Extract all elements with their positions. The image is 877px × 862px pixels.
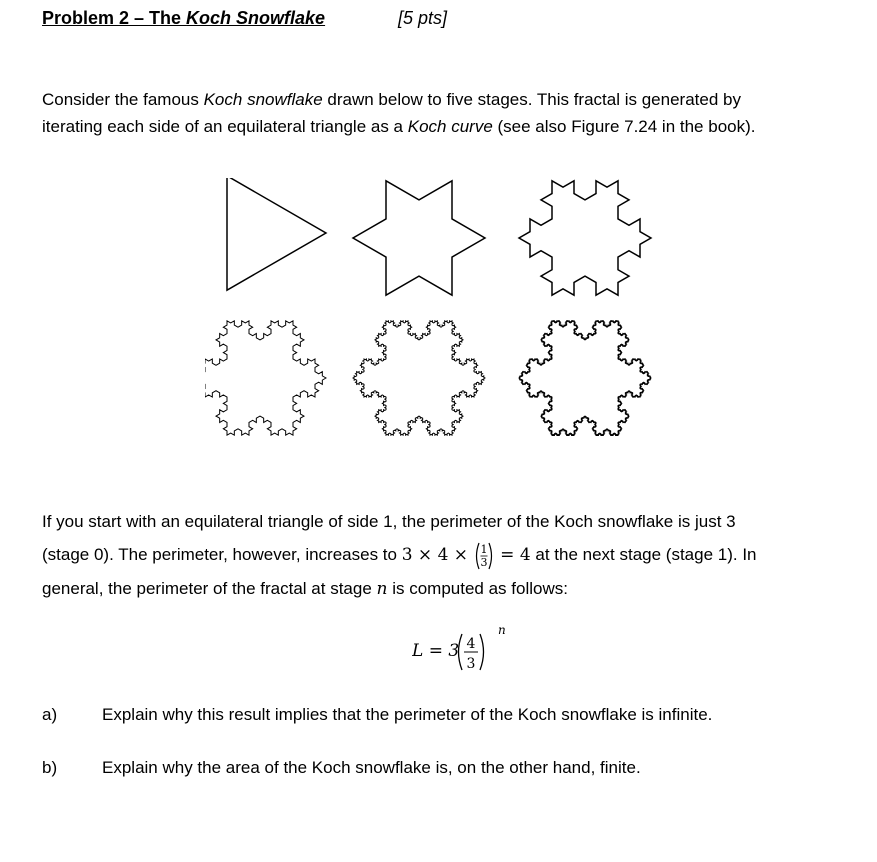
koch-stage-1 [353,181,485,295]
inline-fraction-numerator: 1 [480,542,488,556]
question-text: Explain why this result implies that the perimeter of the Koch snowflake is infinite. [102,705,713,724]
koch-snowflake-figure [205,178,675,448]
perimeter-paragraph [42,505,842,606]
intro-text: Consider the famous [42,90,204,109]
koch-stage-0 [227,178,326,290]
formula-denominator: 3 [466,656,476,672]
problem-title-prefix: Problem 2 – The [42,8,187,28]
intro-text: iterating each side of an equilateral triangle as a [42,117,408,136]
perimeter-text: general, the perimeter of the fractal at stage [42,579,377,598]
variable-n: n [376,579,388,599]
intro-emphasis: Koch snowflake [203,90,323,109]
perimeter-line-3 [42,572,842,606]
question-a [42,705,712,725]
formula-numerator: 4 [466,636,476,652]
perimeter-text: is computed as follows: [387,579,568,598]
question-text: Explain why the area of the Koch snowflake is, on the other hand, finite. [102,758,641,777]
formula-exponent: n [498,623,506,637]
problem-title [42,8,325,28]
intro-line-2 [42,113,842,140]
question-label: a) [42,705,58,724]
points-label: [5 pts] [398,8,448,28]
inline-fraction [473,541,495,571]
perimeter-line-2 [42,538,842,572]
koch-stage-3 [205,321,326,435]
koch-stage-2 [519,181,651,295]
perimeter-text: (stage 0). The perimeter, however, increases to [42,545,402,564]
intro-paragraph [42,86,842,140]
inline-fraction-denominator: 3 [480,555,488,569]
inline-math-result: = 4 [494,545,531,565]
perimeter-line-1: If you start with an equilateral triangle of side 1, the perimeter of the Koch snowflake is just 3 [42,512,736,531]
formula-lhs: L = 3 [412,641,460,661]
intro-text: drawn below to five stages. This fractal is generated by [322,90,741,109]
koch-stage-5 [519,321,651,435]
inline-math: 3 × 4 × [401,545,469,565]
problem-header [42,8,448,29]
perimeter-text: at the next stage (stage 1). In [530,545,757,564]
problem-title-italic: Koch Snowflake [186,8,326,28]
intro-line-1 [42,86,842,113]
question-b [42,758,641,778]
intro-text: (see also Figure 7.24 in the book). [492,117,756,136]
intro-emphasis: Koch curve [407,117,493,136]
perimeter-formula [412,618,522,678]
koch-stage-4 [353,321,485,435]
question-label: b) [42,758,58,777]
